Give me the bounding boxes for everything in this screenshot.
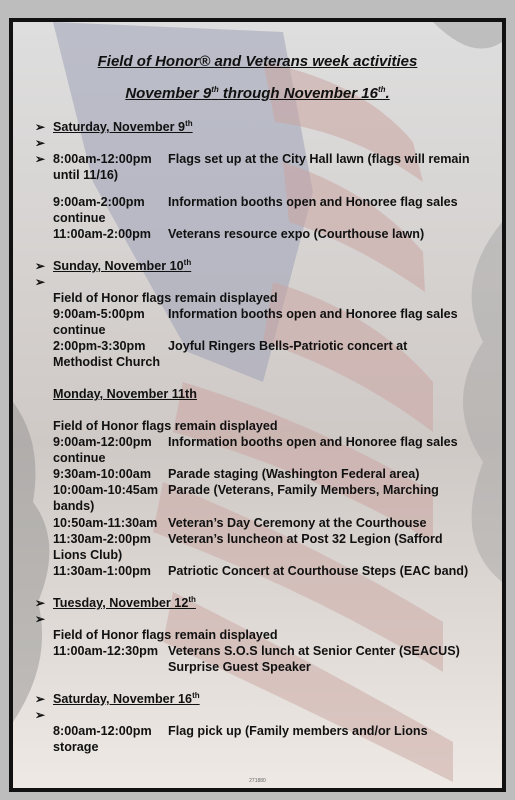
schedule-line: 8:00am-12:00pm Flag pick up (Family members and/or Lions (53, 724, 428, 738)
bullet-arrow: ➢ (35, 708, 46, 722)
schedule-line: Field of Honor flags remain displayed (53, 628, 278, 642)
day-heading-saturday-16: Saturday, November 16th (53, 690, 200, 706)
bullet-arrow: ➢ (35, 692, 46, 706)
schedule-line: 11:30am-1:00pm Patriotic Concert at Courthouse Steps (EAC band) (53, 564, 469, 578)
schedule-line: 10:00am-10:45am Parade (Veterans, Family Members, Marching (53, 483, 439, 497)
schedule-line: 9:00am-12:00pm Information booths open and Honoree flag sales (53, 435, 458, 449)
schedule-line: Surprise Guest Speaker (168, 660, 311, 674)
bullet-arrow: ➢ (35, 120, 46, 134)
schedule-line: 9:30am-10:00am Parade staging (Washington Federal area) (53, 467, 420, 481)
day-heading-monday-11: Monday, November 11th (53, 387, 197, 401)
schedule-line: 10:50am-11:30am Veteran’s Day Ceremony at the Courthouse (53, 516, 427, 530)
day-heading-sunday-10: Sunday, November 10th (53, 257, 192, 273)
day-heading-saturday-9: Saturday, November 9th (53, 118, 193, 134)
schedule (13, 22, 502, 788)
footer-code: 271880 (249, 778, 266, 784)
schedule-line: 9:00am-2:00pm Information booths open and Honoree flag sales (53, 195, 458, 209)
bullet-arrow: ➢ (35, 259, 46, 273)
bullet-arrow: ➢ (35, 136, 46, 150)
schedule-line: Field of Honor flags remain displayed (53, 291, 278, 305)
schedule-line: 9:00am-5:00pm Information booths open and Honoree flag sales (53, 307, 458, 321)
schedule-line: 11:30am-2:00pm Veteran’s luncheon at Post 32 Legion (Safford (53, 532, 443, 546)
schedule-line: Lions Club) (53, 548, 123, 562)
page-title: Field of Honor® and Veterans week activities (97, 53, 418, 70)
date-range-subtitle: November 9th through November 16th. (125, 85, 390, 102)
schedule-line: continue (53, 451, 106, 465)
day-heading-tuesday-12: Tuesday, November 12th (53, 594, 196, 610)
schedule-line: 11:00am-2:00pm Veterans resource expo (Courthouse lawn) (53, 227, 425, 241)
bullet-arrow: ➢ (35, 152, 46, 166)
bullet-arrow: ➢ (35, 275, 46, 289)
schedule-line: 8:00am-12:00pm Flags set up at the City Hall lawn (flags will remain (53, 152, 470, 166)
schedule-line: bands) (53, 499, 95, 513)
schedule-line: storage (53, 740, 99, 754)
schedule-line: continue (53, 211, 106, 225)
schedule-line: Methodist Church (53, 355, 161, 369)
schedule-line: continue (53, 323, 106, 337)
schedule-line: 11:00am-12:30pm Veterans S.O.S lunch at Senior Center (SEACUS) (53, 644, 460, 658)
bullet-arrow: ➢ (35, 612, 46, 626)
schedule-line: Field of Honor flags remain displayed (53, 419, 278, 433)
schedule-line: until 11/16) (53, 168, 119, 182)
bullet-arrow: ➢ (35, 596, 46, 610)
schedule-line: 2:00pm-3:30pm Joyful Ringers Bells-Patriotic concert at (53, 339, 408, 353)
flyer (9, 18, 506, 792)
